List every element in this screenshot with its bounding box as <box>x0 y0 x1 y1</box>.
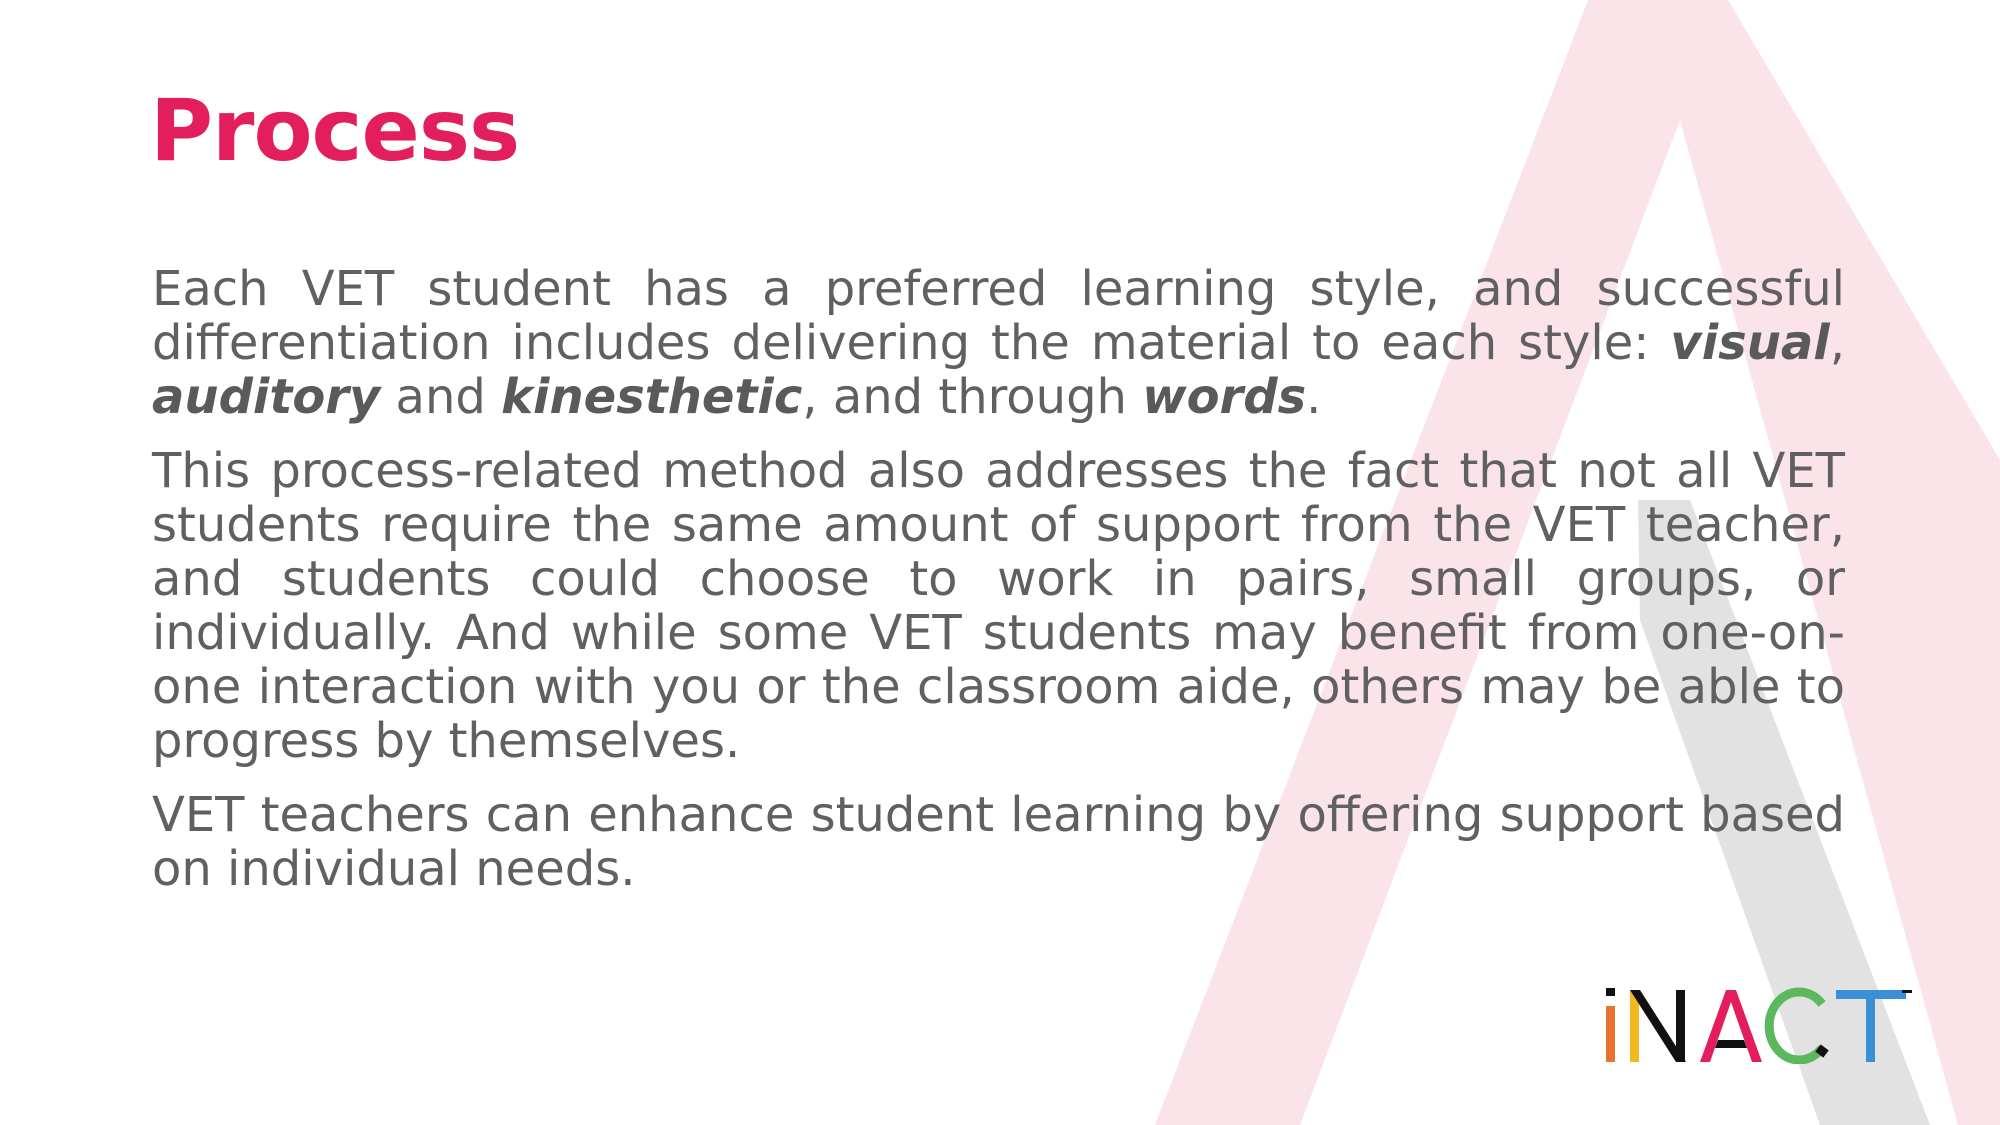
page-title: Process <box>150 81 520 181</box>
emph-auditory: auditory <box>152 369 381 425</box>
p1-end: . <box>1306 369 1322 425</box>
paragraph-support: This process-related method also addresses the fact that not all VET students require the same amount of support from the VET teacher, and students could choose to work in pairs, small groups, or individually. And while some VET students may benefit from one-on-one interaction with you or the classroom aide, others may be able to progress by themselves. <box>152 443 1845 769</box>
body-text <box>152 262 1845 916</box>
inact-logo <box>1604 986 1914 1064</box>
p1-sep-1: , <box>1829 315 1845 371</box>
p1-sep-3: , and through <box>802 369 1143 425</box>
p1-sep-2: and <box>380 369 502 425</box>
p1-text: Each VET student has a preferred learning style, and successful differentiation includes delivering the material to each style: <box>152 261 1845 371</box>
paragraph-learning-styles <box>152 262 1845 424</box>
emph-visual: visual <box>1670 315 1830 371</box>
emph-kinesthetic: kinesthetic <box>501 369 803 425</box>
emph-words: words <box>1142 369 1307 425</box>
paragraph-individual-needs: VET teachers can enhance student learning by offering support based on individual needs. <box>152 787 1845 897</box>
